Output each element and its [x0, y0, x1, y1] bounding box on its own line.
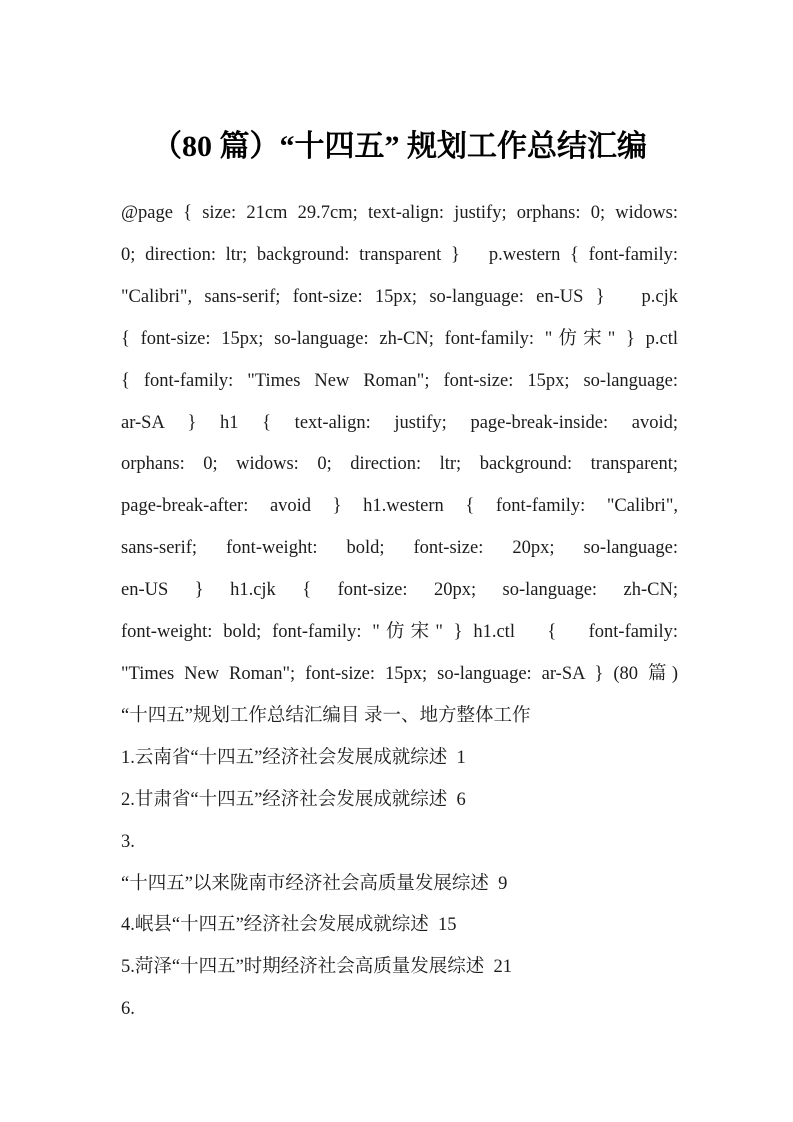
- text-line: orphans: 0; widows: 0; direction: ltr; background: transparent;: [121, 454, 678, 475]
- text-line: ar-SA } h1 { text-align: justify; page-break-inside: avoid;: [121, 412, 678, 433]
- text-line: font-weight: bold; font-family: "仿宋" } h1.ctl { font-family:: [121, 622, 678, 643]
- text-line: page-break-after: avoid } h1.western { font-family: "Calibri",: [121, 496, 678, 517]
- text-line: 5.菏泽“十四五”时期经济社会高质量发展综述 21: [121, 957, 513, 978]
- text-line: @page { size: 21cm 29.7cm; text-align: justify; orphans: 0; widows:: [121, 203, 678, 223]
- text-line: 6.: [121, 999, 135, 1020]
- text-line: 1.云南省“十四五”经济社会发展成就综述 1: [121, 747, 466, 768]
- text-line: 3.: [121, 831, 135, 852]
- document-title: （80 篇）“十四五” 规划工作总结汇编: [152, 130, 647, 163]
- text-line: "Calibri", sans-serif; font-size: 15px; so-language: en-US } p.cjk: [121, 286, 678, 307]
- text-line: { font-family: "Times New Roman"; font-size: 15px; so-language:: [121, 370, 678, 391]
- text-line: 0; direction: ltr; background: transparent } p.western { font-family:: [121, 244, 678, 265]
- text-line: “十四五”以来陇南市经济社会高质量发展综述 9: [121, 873, 508, 894]
- text-line: { font-size: 15px; so-language: zh-CN; font-family: "仿宋" } p.ctl: [121, 328, 678, 349]
- document-body: [121, 193, 678, 1031]
- text-line: 2.甘肃省“十四五”经济社会发展成就综述 6: [121, 789, 466, 810]
- text-line: sans-serif; font-weight: bold; font-size: 20px; so-language:: [121, 538, 678, 559]
- text-line: 4.岷县“十四五”经济社会发展成就综述 15: [121, 915, 457, 936]
- text-line: en-US } h1.cjk { font-size: 20px; so-language: zh-CN;: [121, 580, 678, 601]
- text-line: "Times New Roman"; font-size: 15px; so-language: ar-SA } (80 篇): [121, 663, 678, 684]
- text-line: “十四五”规划工作总结汇编目 录一、地方整体工作: [121, 705, 531, 726]
